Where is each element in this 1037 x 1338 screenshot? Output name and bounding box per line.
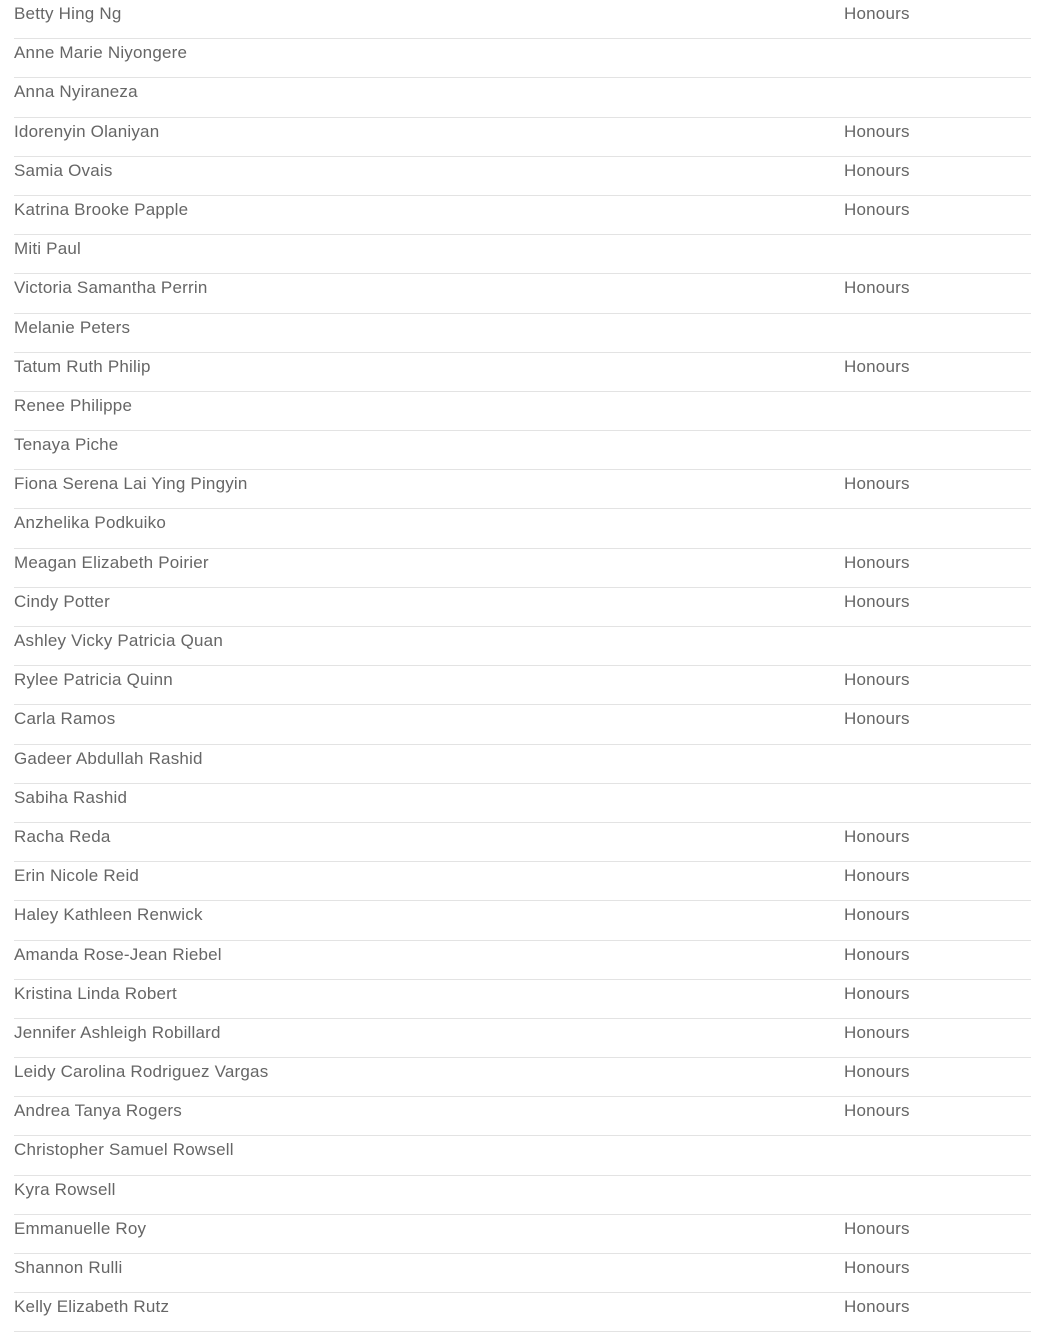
honours-label: Honours bbox=[844, 552, 910, 572]
graduate-name: Katrina Brooke Papple bbox=[14, 199, 189, 219]
graduate-name: Gadeer Abdullah Rashid bbox=[14, 748, 203, 768]
list-item bbox=[14, 0, 1031, 39]
list-item bbox=[14, 588, 1031, 627]
honours-label: Honours bbox=[844, 199, 910, 219]
list-item bbox=[14, 274, 1031, 313]
list-item bbox=[14, 392, 1031, 431]
list-item bbox=[14, 1058, 1031, 1097]
graduate-name: Meagan Elizabeth Poirier bbox=[14, 552, 209, 572]
graduate-name: Fiona Serena Lai Ying Pingyin bbox=[14, 474, 248, 494]
graduate-name: Anne Marie Niyongere bbox=[14, 43, 188, 63]
graduate-name: Haley Kathleen Renwick bbox=[14, 905, 203, 925]
honours-label: Honours bbox=[844, 1101, 910, 1121]
honours-label: Honours bbox=[844, 1218, 910, 1238]
list-item bbox=[14, 196, 1031, 235]
graduate-name: Samia Ovais bbox=[14, 160, 113, 180]
graduate-name: Anzhelika Podkuiko bbox=[14, 513, 166, 533]
honours-label: Honours bbox=[844, 905, 910, 925]
list-item bbox=[14, 1097, 1031, 1136]
graduate-name: Renee Philippe bbox=[14, 395, 133, 415]
graduate-name: Cindy Potter bbox=[14, 591, 110, 611]
list-item bbox=[14, 314, 1031, 353]
graduate-name: Victoria Samantha Perrin bbox=[14, 278, 208, 298]
list-item bbox=[14, 353, 1031, 392]
graduate-name: Carla Ramos bbox=[14, 709, 116, 729]
honours-label: Honours bbox=[844, 1022, 910, 1042]
honours-label: Honours bbox=[844, 121, 910, 141]
graduate-name: Kelly Elizabeth Rutz bbox=[14, 1297, 170, 1317]
list-item bbox=[14, 980, 1031, 1019]
graduate-name: Leidy Carolina Rodriguez Vargas bbox=[14, 1062, 269, 1082]
honours-label: Honours bbox=[844, 591, 910, 611]
graduate-name: Racha Reda bbox=[14, 826, 111, 846]
graduate-name: Erin Nicole Reid bbox=[14, 866, 140, 886]
graduate-name: Amanda Rose-Jean Riebel bbox=[14, 944, 222, 964]
honours-label: Honours bbox=[844, 709, 910, 729]
list-item bbox=[14, 705, 1031, 744]
list-item bbox=[14, 118, 1031, 157]
graduate-name: Kyra Rowsell bbox=[14, 1179, 116, 1199]
list-item bbox=[14, 509, 1031, 548]
honours-label: Honours bbox=[844, 670, 910, 690]
list-item bbox=[14, 1293, 1031, 1332]
graduate-name: Idorenyin Olaniyan bbox=[14, 121, 160, 141]
list-item bbox=[14, 1254, 1031, 1293]
list-item bbox=[14, 901, 1031, 940]
graduate-name: Tatum Ruth Philip bbox=[14, 356, 151, 376]
honours-label: Honours bbox=[844, 356, 910, 376]
list-item bbox=[14, 862, 1031, 901]
honours-label: Honours bbox=[844, 1297, 910, 1317]
graduate-name: Sabiha Rashid bbox=[14, 787, 128, 807]
list-item bbox=[14, 823, 1031, 862]
list-item bbox=[14, 431, 1031, 470]
honours-label: Honours bbox=[844, 474, 910, 494]
graduate-name: Rylee Patricia Quinn bbox=[14, 670, 173, 690]
graduate-name: Andrea Tanya Rogers bbox=[14, 1101, 182, 1121]
graduate-name: Tenaya Piche bbox=[14, 435, 119, 455]
list-item bbox=[14, 1019, 1031, 1058]
list-item bbox=[14, 745, 1031, 784]
list-item bbox=[14, 39, 1031, 78]
honours-label: Honours bbox=[844, 160, 910, 180]
honours-label: Honours bbox=[844, 1258, 910, 1277]
graduate-name: Christopher Samuel Rowsell bbox=[14, 1140, 234, 1160]
list-item bbox=[14, 235, 1031, 274]
graduate-name: Ashley Vicky Patricia Quan bbox=[14, 631, 223, 650]
list-item bbox=[14, 470, 1031, 509]
honours-label: Honours bbox=[844, 983, 910, 1003]
graduate-name: Emmanuelle Roy bbox=[14, 1218, 147, 1238]
list-item bbox=[14, 1215, 1031, 1254]
honours-label: Honours bbox=[844, 4, 910, 23]
list-item bbox=[14, 1176, 1031, 1215]
graduate-name: Betty Hing Ng bbox=[14, 4, 122, 23]
graduate-name: Anna Nyiraneza bbox=[14, 82, 138, 102]
graduate-list bbox=[14, 0, 1031, 1332]
graduate-name: Kristina Linda Robert bbox=[14, 983, 177, 1003]
list-item bbox=[14, 784, 1031, 823]
list-item bbox=[14, 78, 1031, 117]
list-item bbox=[14, 1136, 1031, 1175]
graduate-name: Miti Paul bbox=[14, 239, 81, 259]
honours-label: Honours bbox=[844, 866, 910, 886]
honours-label: Honours bbox=[844, 1062, 910, 1082]
graduate-name: Melanie Peters bbox=[14, 317, 131, 337]
list-item bbox=[14, 941, 1031, 980]
honours-label: Honours bbox=[844, 278, 910, 298]
list-item bbox=[14, 549, 1031, 588]
honours-label: Honours bbox=[844, 944, 910, 964]
honours-label: Honours bbox=[844, 826, 910, 846]
list-item bbox=[14, 157, 1031, 196]
graduate-name: Jennifer Ashleigh Robillard bbox=[14, 1022, 221, 1042]
list-item bbox=[14, 627, 1031, 666]
list-item bbox=[14, 666, 1031, 705]
graduate-name: Shannon Rulli bbox=[14, 1258, 123, 1277]
